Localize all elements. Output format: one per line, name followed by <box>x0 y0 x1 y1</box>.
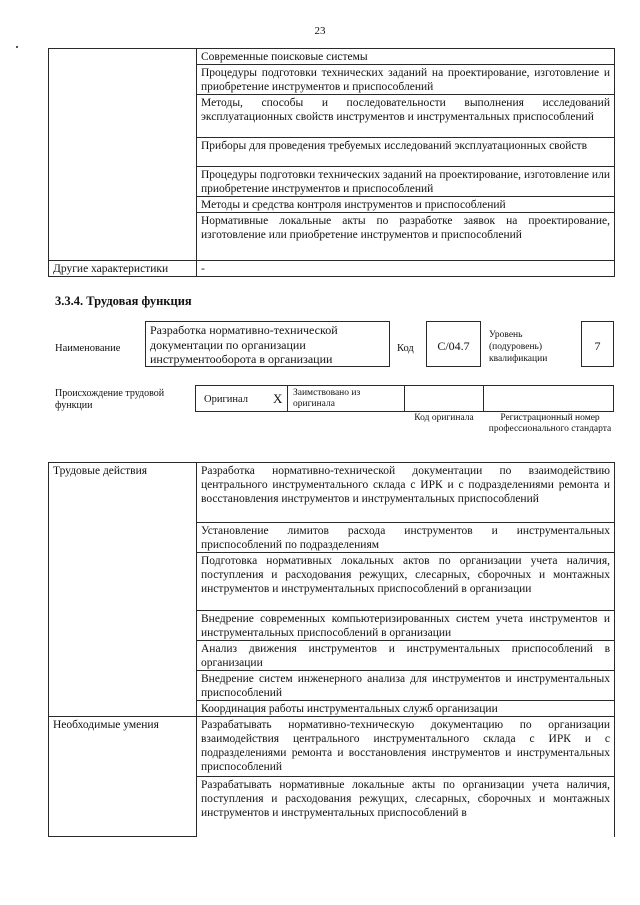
level-label: Уровень (подуровень) квалификации <box>489 330 548 364</box>
labor-action-item: Координация работы инструментальных служб организации <box>197 701 615 717</box>
skill-item: Разрабатывать нормативные локальные акты по организации учета наличия, поступления и расходования режущих, слесарных, сборочных и монтажных инструментов и инструментальных приспособлений в <box>197 777 615 837</box>
labor-action-item: Установление лимитов расхода инструментов и инструментальных приспособлений по подразделениям <box>197 523 615 553</box>
section-title: 3.3.4. Трудовая функция <box>55 294 192 308</box>
knowledge-item: Методы, способы и последовательности выполнения исследований эксплуатационных свойств инструментов и инструментальных приспособлений <box>197 95 615 138</box>
original-code-caption: Код оригинала <box>414 413 474 423</box>
knowledge-item: Процедуры подготовки технических заданий на проектирование, изготовление или приобретение инструментов и приспособлений <box>197 167 615 197</box>
knowledge-item: Приборы для проведения требуемых исследований эксплуатационных свойств <box>197 138 615 167</box>
page-number: 23 <box>314 25 326 37</box>
labor-function-table <box>48 462 615 837</box>
origin-label: Происхождение трудовой функции <box>55 388 165 411</box>
knowledge-table <box>48 48 615 277</box>
name-value: Разработка нормативно-технической документации по организации инструментооборота в организации <box>150 323 338 366</box>
knowledge-item: Методы и средства контроля инструментов и приспособлений <box>197 197 615 213</box>
code-value: C/04.7 <box>437 339 470 353</box>
level-value-box <box>581 321 614 367</box>
original-mark: X <box>273 391 283 406</box>
labor-action-item: Подготовка нормативных локальных актов по организации учета наличия, поступления и расходования режущих, слесарных, сборочных и монтажных инструментов и инструментальных приспособлений в организации <box>197 553 615 611</box>
original-box <box>195 385 288 412</box>
code-value-box <box>426 321 481 367</box>
level-value: 7 <box>594 339 601 353</box>
labor-action-item: Разработка нормативно-технической документации по взаимодействию центрального инструментального склада с ИРК и с подразделениями ремонта и восстановления инструментов и инструментальных приспособлений <box>197 463 615 523</box>
borrowed-label: Заимствовано из оригинала <box>293 388 361 409</box>
other-characteristics-value: - <box>197 261 615 277</box>
registration-number-box <box>483 385 614 412</box>
scan-mark <box>16 46 18 48</box>
original-label: Оригинал <box>204 394 248 405</box>
labor-action-item: Внедрение современных компьютеризированных систем учета инструментов и инструментальных приспособлений в организации <box>197 611 615 641</box>
knowledge-label-cell <box>49 49 197 261</box>
code-label: Код <box>397 343 414 354</box>
other-characteristics-label: Другие характеристики <box>49 261 197 277</box>
labor-action-item: Внедрение систем инженерного анализа для инструментов и инструментальных приспособлений <box>197 671 615 701</box>
labor-action-item: Анализ движения инструментов и инструментальных приспособлений в организации <box>197 641 615 671</box>
name-value-box <box>145 321 390 367</box>
skill-item: Разрабатывать нормативно-техническую документацию по организации взаимодействия центрального инструментального склада с ИРК и с подразделениями ремонта и восстановления инструментов и инструментальных приспособлений <box>197 717 615 777</box>
borrowed-box <box>287 385 405 412</box>
knowledge-item: Современные поисковые системы <box>197 49 615 65</box>
registration-number-caption: Регистрационный номер профессионального стандарта <box>488 413 612 434</box>
labor-actions-label: Трудовые действия <box>49 463 197 717</box>
knowledge-item: Нормативные локальные акты по разработке заявок на проектирование, изготовление или приобретение инструментов и приспособлений <box>197 213 615 261</box>
name-label: Наименование <box>55 343 121 354</box>
required-skills-label: Необходимые умения <box>49 717 197 837</box>
knowledge-item: Процедуры подготовки технических заданий на проектирование, изготовление и приобретение инструментов и приспособлений <box>197 65 615 95</box>
original-code-box <box>404 385 484 412</box>
